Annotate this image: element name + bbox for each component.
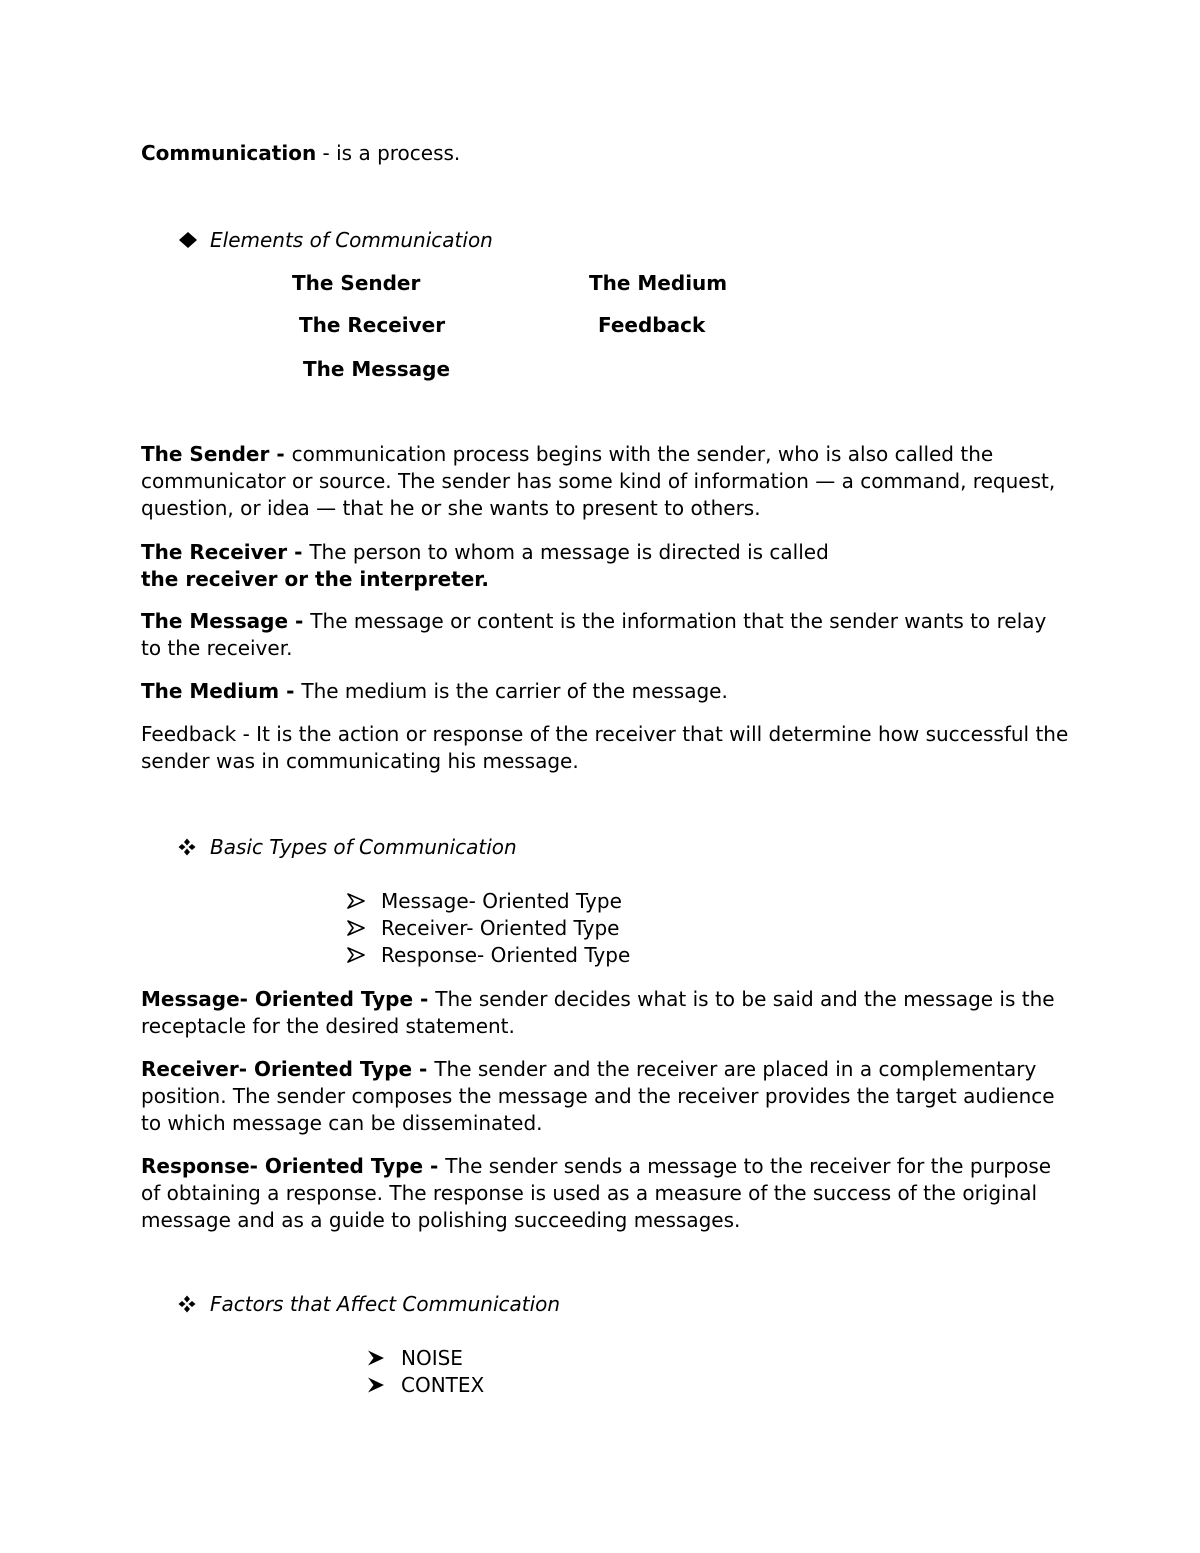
definition-term: Response- Oriented Type - xyxy=(141,1154,446,1178)
list-item xyxy=(367,1372,484,1399)
types-heading xyxy=(178,834,517,861)
four-diamond-bullet-icon xyxy=(178,834,210,861)
arrowhead-bullet-icon xyxy=(347,942,381,969)
definition-text: The sender sends a message to the receiver for the purpose of obtaining a response. The response is used as a measure of the success of the original message and as a guide to polishing succeeding messages. xyxy=(141,1154,1052,1232)
types-heading-text: Basic Types of Communication xyxy=(210,835,517,859)
list-item-text: Message- Oriented Type xyxy=(381,889,622,913)
element-medium: The Medium xyxy=(589,271,728,295)
definition-text: The sender and the receiver are placed in a complementary position. The sender composes the message and the receiver provides the target audience to which message can be disseminated. xyxy=(141,1057,1055,1135)
arrowhead-bullet-icon xyxy=(347,915,381,942)
diamond-bullet-icon xyxy=(178,227,210,254)
definition-text: communication process begins with the sender, who is also called the communicator or source. The sender has some kind of information — a command, request, question, or idea — that he or she wants to present to others. xyxy=(141,442,1056,520)
definition-term: The Medium - xyxy=(141,679,302,703)
definition-sender xyxy=(141,441,1071,522)
list-item xyxy=(347,942,630,969)
list-item xyxy=(367,1345,463,1372)
factors-heading xyxy=(178,1291,560,1318)
four-diamond-bullet-icon xyxy=(178,1291,210,1318)
element-sender: The Sender xyxy=(292,271,421,295)
factors-heading-text: Factors that Affect Communication xyxy=(210,1292,561,1316)
list-item-text: Response- Oriented Type xyxy=(381,943,631,967)
element-receiver: The Receiver xyxy=(299,313,446,337)
intro-line xyxy=(141,140,460,167)
definition-text: The medium is the carrier of the message. xyxy=(301,679,728,703)
definition-message xyxy=(141,608,1071,662)
definition-term: The Sender - xyxy=(141,442,292,466)
definition-term: The Receiver - xyxy=(141,540,310,564)
definition-bold-tail: the receiver or the interpreter. xyxy=(141,567,489,591)
list-item-text: NOISE xyxy=(401,1346,463,1370)
type-definition-response xyxy=(141,1153,1071,1234)
elements-heading xyxy=(178,227,493,254)
definition-text: Feedback - It is the action or response of the receiver that will determine how successful the sender was in communicating his message. xyxy=(141,722,1069,773)
definition-term: Receiver- Oriented Type - xyxy=(141,1057,435,1081)
arrowhead-bullet-icon xyxy=(367,1372,401,1399)
intro-definition: - is a process. xyxy=(316,141,461,165)
definition-receiver xyxy=(141,539,1071,593)
list-item xyxy=(347,888,622,915)
list-item-text: CONTEX xyxy=(401,1373,485,1397)
elements-heading-text: Elements of Communication xyxy=(210,228,493,252)
definition-term: Message- Oriented Type - xyxy=(141,987,436,1011)
element-feedback: Feedback xyxy=(598,313,706,337)
type-definition-receiver xyxy=(141,1056,1071,1137)
arrowhead-bullet-icon xyxy=(347,888,381,915)
element-message: The Message xyxy=(303,357,451,381)
arrowhead-bullet-icon xyxy=(367,1345,401,1372)
definition-text: The person to whom a message is directed is called xyxy=(309,540,829,564)
definition-medium xyxy=(141,678,1071,705)
intro-term: Communication xyxy=(141,141,317,165)
list-item xyxy=(347,915,619,942)
definition-text: The sender decides what is to be said and the message is the receptacle for the desired statement. xyxy=(141,987,1055,1038)
definition-text: The message or content is the information that the sender wants to relay to the receiver. xyxy=(141,609,1047,660)
list-item-text: Receiver- Oriented Type xyxy=(381,916,620,940)
definition-feedback xyxy=(141,721,1071,775)
definition-term: The Message - xyxy=(141,609,311,633)
type-definition-message xyxy=(141,986,1071,1040)
